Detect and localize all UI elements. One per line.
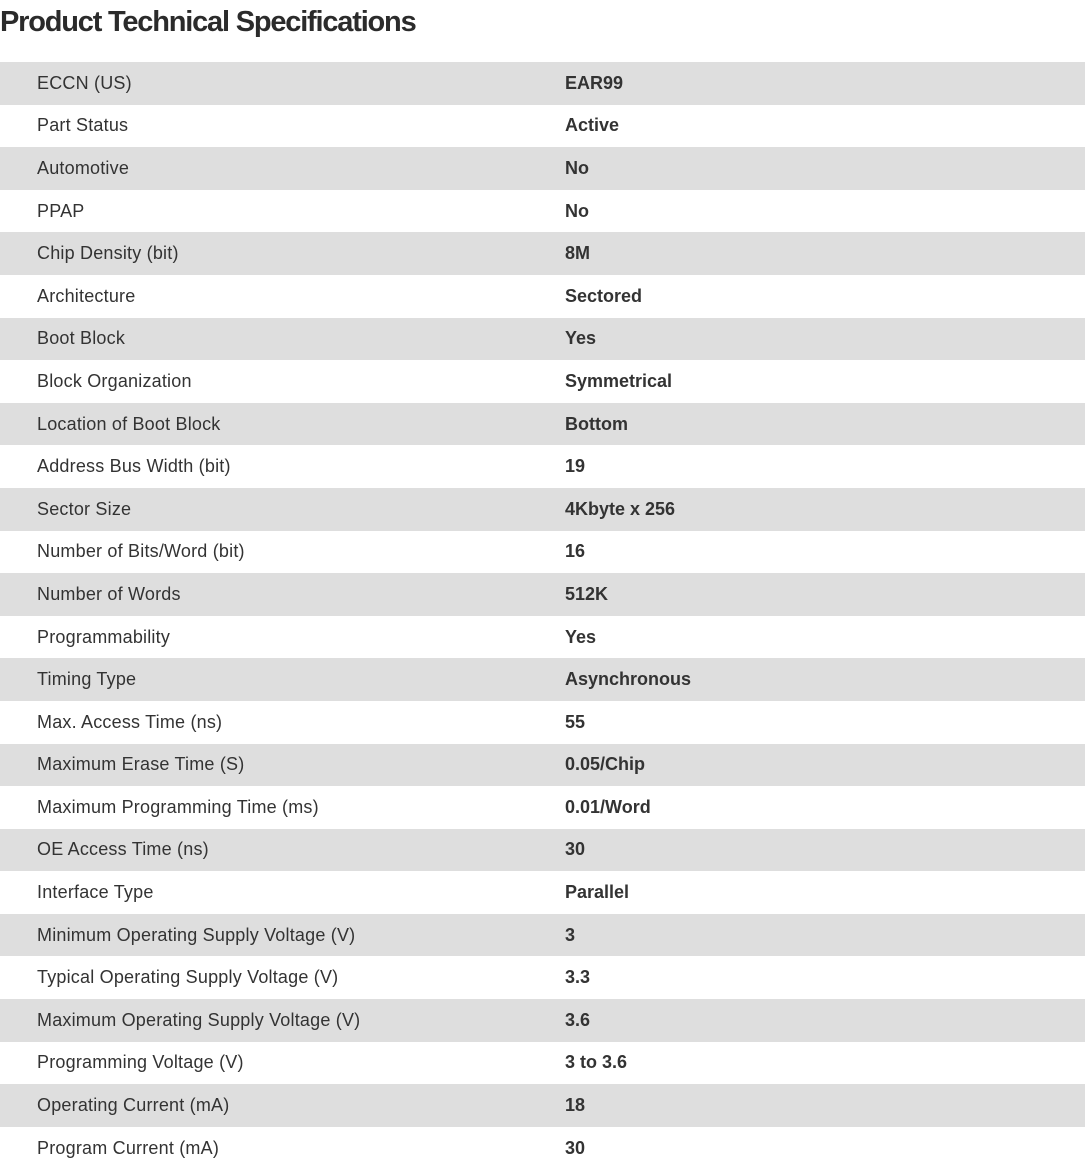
spec-label: Interface Type: [37, 882, 154, 903]
spec-value: 3 to 3.6: [565, 1052, 628, 1073]
spec-label: Number of Bits/Word (bit): [37, 541, 245, 562]
spec-value: 30: [565, 1137, 586, 1158]
spec-row: [0, 403, 1085, 446]
spec-label: OE Access Time (ns): [37, 839, 209, 860]
spec-value: 4Kbyte x 256: [565, 498, 676, 519]
spec-value: Parallel: [565, 882, 630, 903]
spec-row: [0, 147, 1085, 190]
spec-row: [0, 62, 1085, 105]
spec-label: Part Status: [37, 115, 129, 136]
spec-label: Typical Operating Supply Voltage (V): [37, 967, 339, 988]
spec-value: Symmetrical: [565, 370, 673, 391]
spec-value: 19: [565, 456, 586, 477]
spec-value: Active: [565, 115, 620, 136]
spec-value: 3.3: [565, 967, 591, 988]
spec-label: Programmability: [37, 626, 171, 647]
spec-row: [0, 445, 1085, 488]
spec-value: No: [565, 200, 589, 221]
spec-label: Programming Voltage (V): [37, 1052, 244, 1073]
spec-value: 3.6: [565, 1009, 591, 1030]
spec-label: Program Current (mA): [37, 1137, 220, 1158]
spec-value: Asynchronous: [565, 669, 692, 690]
spec-label: Architecture: [37, 285, 136, 306]
spec-label: Address Bus Width (bit): [37, 456, 231, 477]
spec-row: [0, 275, 1085, 318]
spec-table: [0, 62, 1085, 1169]
spec-value: 0.01/Word: [565, 796, 651, 817]
spec-row: [0, 1084, 1085, 1127]
spec-label: Block Organization: [37, 370, 192, 391]
spec-value: 16: [565, 541, 586, 562]
spec-label: Location of Boot Block: [37, 413, 221, 434]
spec-label: Timing Type: [37, 669, 137, 690]
spec-row: [0, 573, 1085, 616]
spec-row: [0, 999, 1085, 1042]
spec-label: Max. Access Time (ns): [37, 711, 223, 732]
spec-row: [0, 956, 1085, 999]
spec-label: Automotive: [37, 157, 130, 178]
spec-value: No: [565, 157, 589, 178]
spec-row: [0, 318, 1085, 361]
spec-row: [0, 360, 1085, 403]
spec-value: 512K: [565, 583, 609, 604]
spec-label: Maximum Operating Supply Voltage (V): [37, 1009, 361, 1030]
spec-label: PPAP: [37, 200, 85, 221]
spec-label: Maximum Programming Time (ms): [37, 796, 319, 817]
spec-label: Chip Density (bit): [37, 243, 179, 264]
spec-row: [0, 616, 1085, 659]
spec-label: ECCN (US): [37, 72, 132, 93]
spec-row: [0, 1042, 1085, 1085]
spec-value: 0.05/Chip: [565, 754, 646, 775]
spec-label: Operating Current (mA): [37, 1095, 230, 1116]
spec-value: 55: [565, 711, 586, 732]
spec-label: Boot Block: [37, 328, 126, 349]
spec-row: [0, 829, 1085, 872]
spec-row: [0, 531, 1085, 574]
spec-row: [0, 701, 1085, 744]
spec-row: [0, 914, 1085, 957]
spec-value: EAR99: [565, 72, 624, 93]
spec-value: 3: [565, 924, 576, 945]
spec-row: [0, 105, 1085, 148]
spec-label: Sector Size: [37, 498, 132, 519]
spec-row: [0, 190, 1085, 233]
spec-label: Maximum Erase Time (S): [37, 754, 245, 775]
spec-row: [0, 658, 1085, 701]
spec-row: [0, 1127, 1085, 1169]
spec-row: [0, 786, 1085, 829]
spec-value: Sectored: [565, 285, 643, 306]
spec-row: [0, 232, 1085, 275]
spec-row: [0, 744, 1085, 787]
spec-value: Yes: [565, 328, 597, 349]
spec-value: Bottom: [565, 413, 628, 434]
page-title: Product Technical Specifications: [0, 6, 416, 38]
spec-label: Minimum Operating Supply Voltage (V): [37, 924, 356, 945]
spec-value: 18: [565, 1095, 586, 1116]
spec-label: Number of Words: [37, 583, 181, 604]
spec-value: 8M: [565, 243, 591, 264]
spec-value: Yes: [565, 626, 597, 647]
spec-row: [0, 871, 1085, 914]
spec-value: 30: [565, 839, 586, 860]
spec-row: [0, 488, 1085, 531]
